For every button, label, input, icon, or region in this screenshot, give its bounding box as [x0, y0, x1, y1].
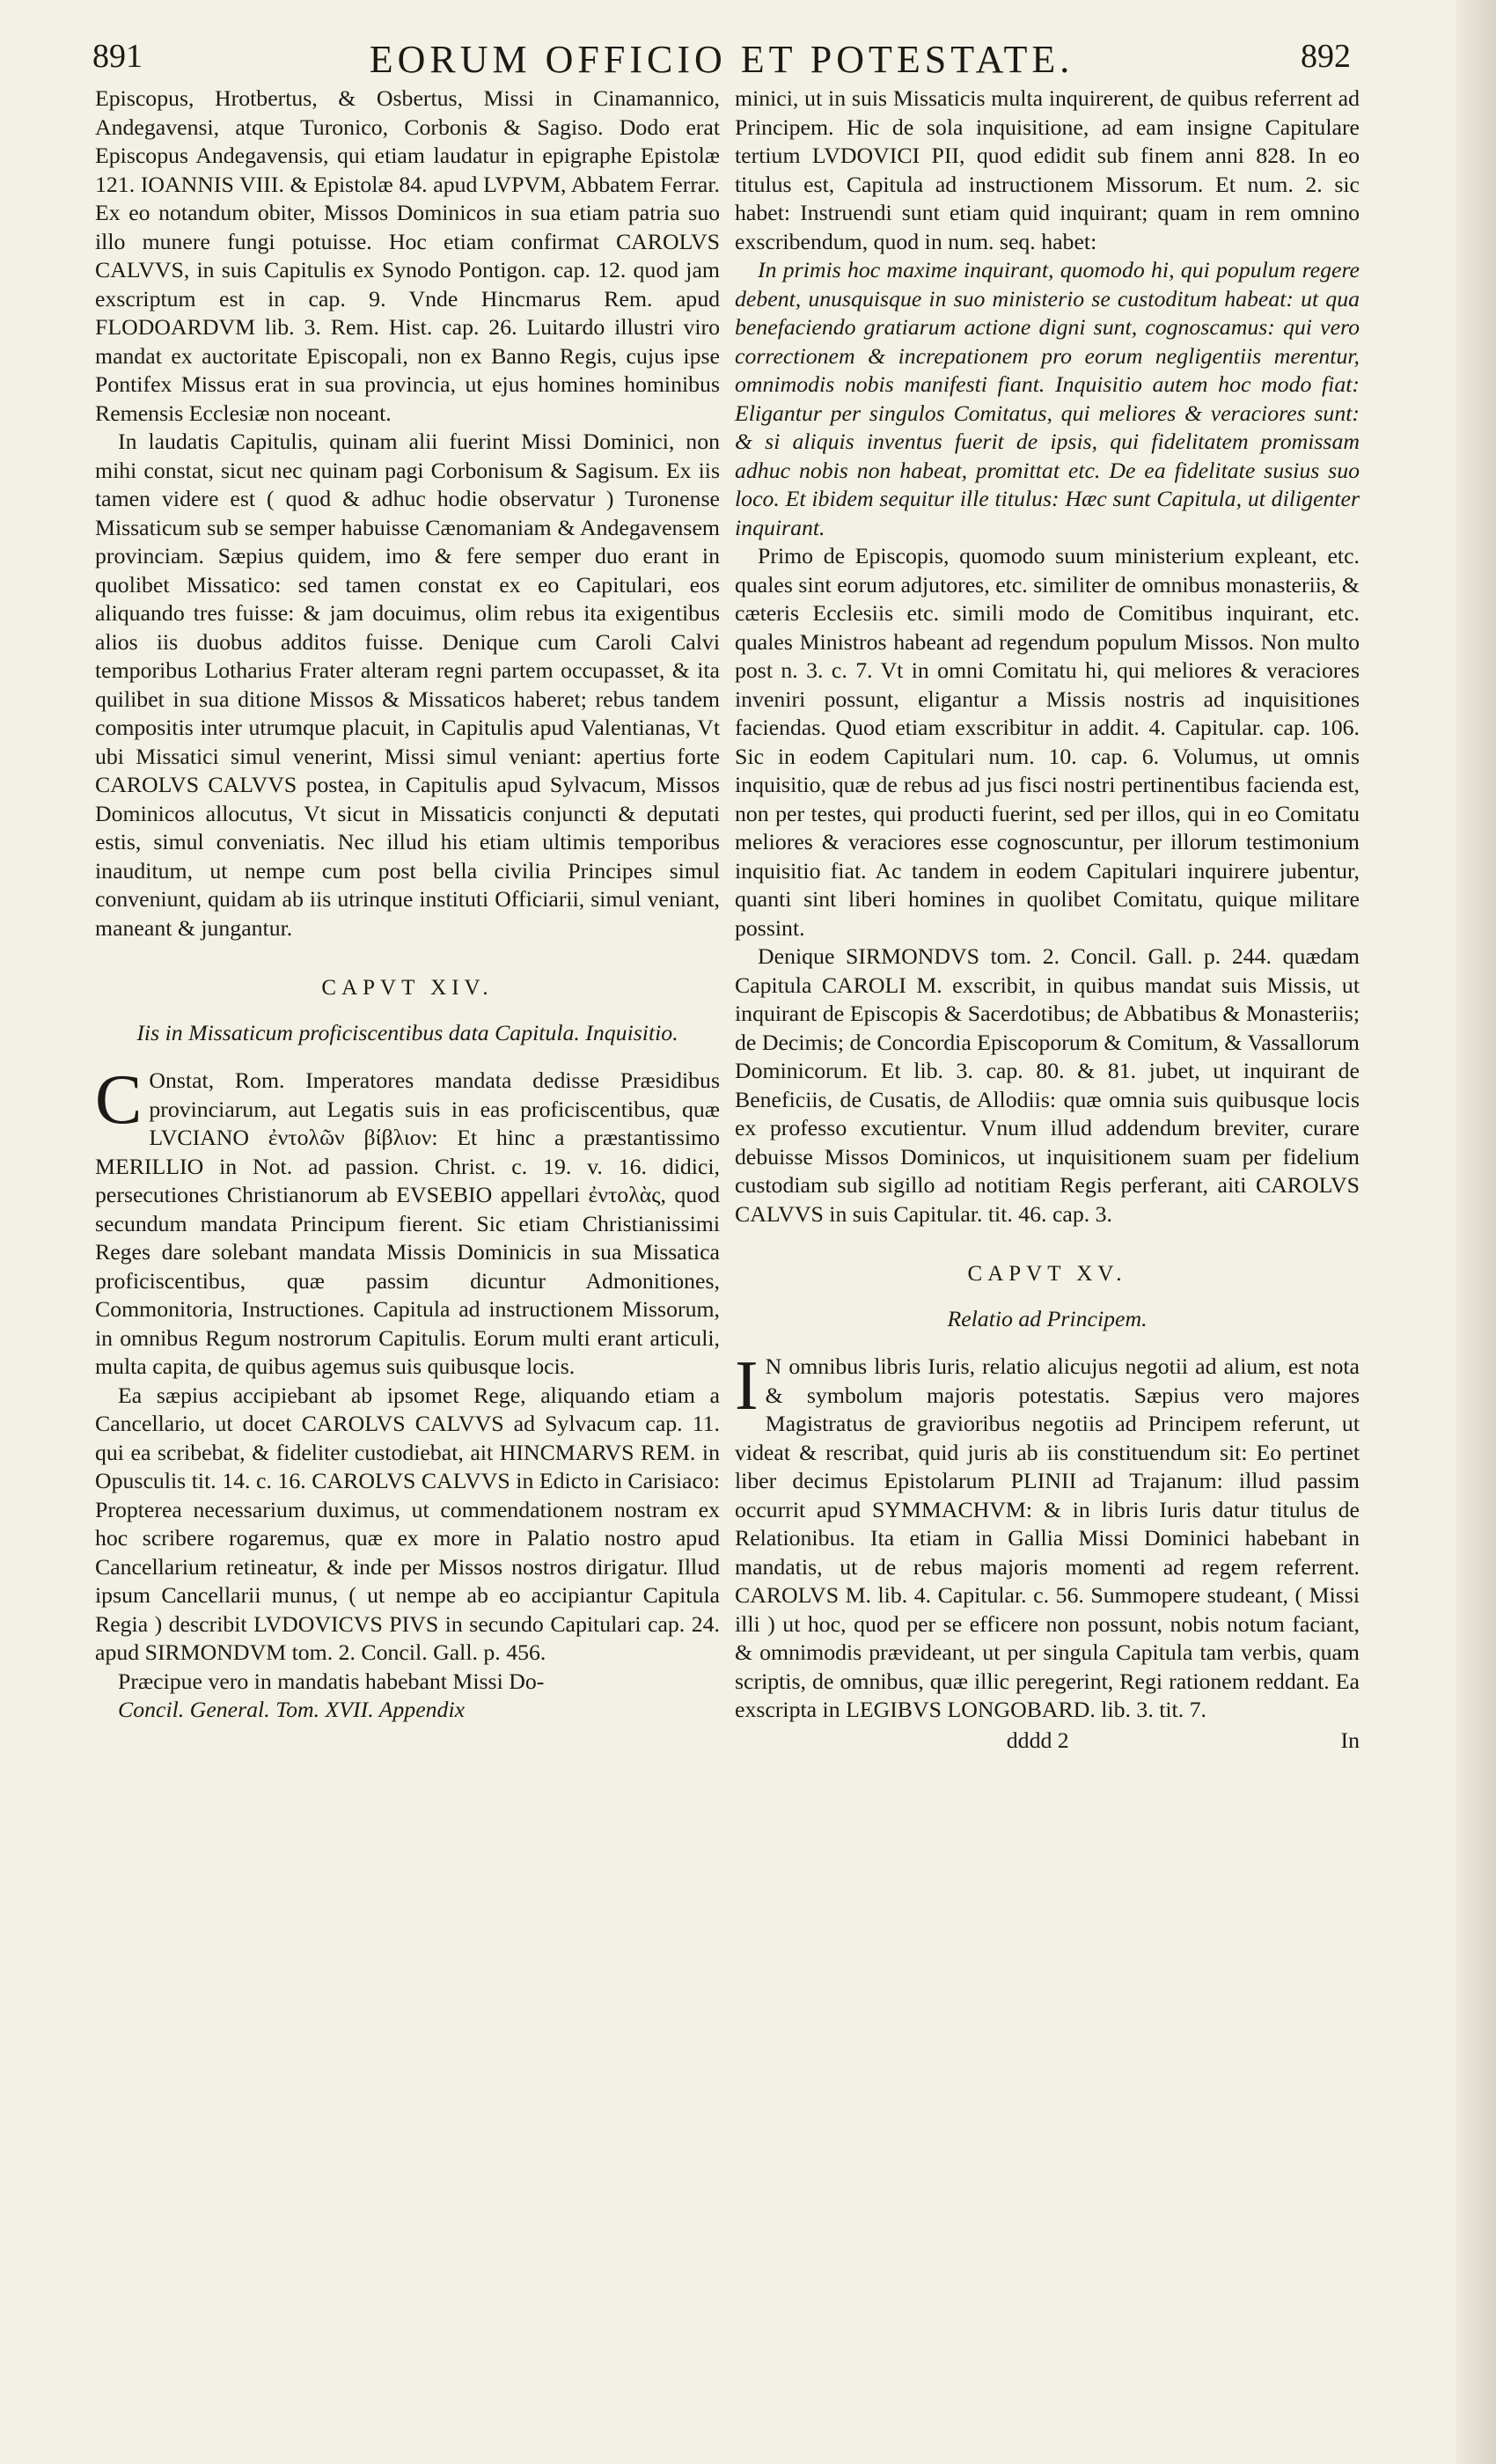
chapter-heading-xv: CAPVT XV. [967, 1262, 1127, 1286]
running-title: EORUM OFFICIO ET POTESTATE. [369, 38, 1074, 81]
left-paragraph: Ea sæpius accipiebant ab ipsomet Rege, aliquando etiam a Cancellario, ut docet CAROLVS CALVVS ad Sylvacum cap. 11. qui ea scribebat, & fideliter custodiebat, ait HINCMARVS REM. in Opusculis tit. 14. c. 16. CAROLVS CALVVS in Edicto in Carisiaco: Propterea necessarium duximus, ut commendationem nostram ex hoc scribere rogaremus, quæ ex more in Palatio nostro apud Cancellarium retineatur, & inde per Missos nostros dirigatur. Illud ipsum Cancellarii munus, ( ut nempe ab eo accipiantur Capitula Regia ) describit LVDOVICVS PIVS in secundo Capitulari cap. 24. apud SIRMONDVM tom. 2. Concil. Gall. p. 456. [95, 1382, 720, 1665]
page-gutter-shadow [1456, 0, 1496, 2464]
chapter-heading-xiv: CAPVT XIV. [321, 976, 494, 1000]
right-paragraph: Denique SIRMONDVS tom. 2. Concil. Gall. p. 244. quædam Capitula CAROLI M. exscribit, in quibus mandat suis Missis, ut inquirant de Episcopis & Sacerdotibus; de Abbatibus & Monasteriis; de Decimis; de Concordia Episcoporum & Comitum, & Vassallorum Dominicorum. Et lib. 3. cap. 80. & 81. jubet, ut inquirant de Beneficiis, de Cusatis, de Allodiis: quæ omnia suis quibusque locis ex professo excutientur. Vnum illud addendum breviter, curare debuisse Missos Dominicos, ut inquisitionem suam per fidelium custodiam sub sigillo ad notitiam Regis perferant, aiti CAROLVS CALVVS in suis Capitular. tit. 46. cap. 3. [735, 943, 1360, 1227]
left-paragraph-dropcap [95, 1061, 720, 1382]
right-paragraph-text: N omnibus libris Iuris, relatio alicujus negotii ad alium, est nota & symbolum majoris potestatis. Sæpius vero majores Magistratus de gravioribus negotiis ad Principem referunt, ut videat & rescribat, quid juris ab iis constituendum sit: Eo pertinet liber decimus Epistolarum PLINII ad Trajanum: illud passim occurrit apud SYMMACHVM: & in libris Iuris datur titulus de Relationibus. Ita etiam in Gallia Missi Dominici habebant in mandatis, ut de rebus majoris momenti ad regem referrent. CAROLVS M. lib. 4. Capitular. c. 56. Summopere studeant, ( Missi illi ) ut hoc, quod per se efficere non possunt, nobis notum faciant, & omnimodis prævideant, ut per singula Capitula tam verbis, quam scriptis, de omnibus, quæ illic peregerint, Regi rationem reddant. Ea exscripta in LEGIBVS LONGOBARD. lib. 3. tit. 7. [735, 1353, 1360, 1722]
running-header [92, 37, 1351, 83]
left-column [95, 84, 720, 1725]
chapter-subtitle-xiv: Iis in Missaticum proficiscentibus data Capitula. Inquisitio. [136, 1019, 678, 1045]
drop-cap-c: C [95, 1061, 143, 1139]
left-paragraph: Episcopus, Hrotbertus, & Osbertus, Missi in Cinamannico, Andegavensi, atque Turonico, Corbonis & Sagiso. Dodo erat Episcopus Andegavensis, qui etiam laudatur in epigraphe Epistolæ 121. IOANNIS VIII. & Epistolæ 84. apud LVPVM, Abbatem Ferrar. Ex eo notandum obiter, Missos Dominicos in sua etiam patria suo illo munere fungi potuisse. Hoc etiam confirmat CAROLVS CALVVS, in suis Capitulis ex Synodo Pontigon. cap. 12. quod jam exscriptum est in cap. 9. Vnde Hincmarus Rem. apud FLODOARDVM lib. 3. Rem. Hist. cap. 26. Luitardo illustri viro mandat ex auctoritate Episcopali, non ex Banno Regis, cujus ipse Pontifex Missus erat in sua provincia, ut ejus homines hominibus Remensis Ecclesiæ non noceant. [95, 85, 720, 426]
left-paragraph-text: Onstat, Rom. Imperatores mandata dedisse Præsidibus provinciarum, aut Legatis suis in eas proficiscentibus, quæ LVCIANO ἐντολῶν βίβλιον: Et hinc a præstantissimo MERILLIO in Not. ad passion. Christ. c. 19. v. 16. didici, persecutiones Christianorum ab EVSEBIO appellari ἐντολὰς, quod secundum mandata Principum fierent. Sic etiam Christianissimi Reges dare solebant mandata Missis Dominicis in sua Missatica proficiscentibus, quæ passim dicuntur Admonitiones, Commonitoria, Instructiones. Capitula ad instructionem Missorum, in omnibus Regum nostrorum Capitulis. Eorum multi erant articuli, multa capita, de quibus agemus suis quibusque locis. [95, 1067, 720, 1379]
right-paragraph: minici, ut in suis Missaticis multa inquirerent, de quibus referrent ad Principem. Hic de sola inquisitione, ad eam insigne Capitulare tertium LVDOVICI PII, quod edidit sub finem anni 828. In eo titulus est, Capitula ad instructionem Missorum. Et num. 2. sic habet: Instruendi sunt etiam quid inquirant; quam in rem omnino exscribendum, quod in num. seq. habet: [735, 85, 1360, 254]
signature-mark: dddd 2 [1006, 1727, 1069, 1753]
right-paragraph: Primo de Episcopis, quomodo suum ministerium expleant, etc. quales sint eorum adjutores, etc. similiter de omnibus monasteriis, & cæteris Ecclesiis etc. simili modo de Comitibus inquirant, etc. quales Ministros habeant ad regendum populum Missos. Non multo post n. 3. c. 7. Vt in omni Comitatu hi, qui meliores & veraciores inveniri possunt, eligantur a Missis nostris ad inquisitiones faciendas. Quod etiam exscribitur in addit. 4. Capitular. cap. 106. Sic in eodem Capitulari num. 10. cap. 6. Volumus, ut omnis inquisitio, quæ de rebus ad jus fisci nostri pertinentibus facienda est, non per testes, qui producti fuerint, sed per illos, qui in eo Comitatu meliores & veraciores esse cognoscuntur, per illorum testimonium inquisitio fiat. Ac tandem in eodem Capitulari inquirere jubentur, quanti sint liberi homines in quolibet Comitatu, quique militare possint. [735, 543, 1360, 941]
page-footer-volume: Concil. General. Tom. XVII. Appendix [118, 1697, 466, 1722]
right-quote-paragraph: In primis hoc maxime inquirant, quomodo hi, qui populum regere debent, unusquisque in suo ministerio se custoditum habeat: ut qua benefaciendo gratiarum actione digni sunt, cognoscamus: qui vero correctionem & increpationem pro eorum negligentiis merentur, omnimodis nobis manifesti fiant. Inquisitio autem hoc modo fiat: Eligantur per singulos Comitatus, qui meliores & veraciores sunt: & si aliquis inventus fuerit de ipsis, qui fidelitatem promissam adhuc nobis non habeat, promittat etc. De ea fidelitate susius suo loco. Et ibidem sequitur ille titulus: Hæc sunt Capitula, ut diligenter inquirant. [735, 257, 1360, 540]
left-paragraph: Præcipue vero in mandatis habebant Missi Do- [118, 1668, 545, 1694]
right-column [735, 84, 1360, 1755]
chapter-subtitle-xv: Relatio ad Principem. [947, 1305, 1148, 1331]
page-footer-signature-line [735, 1727, 1360, 1756]
page-number-right: 892 [1301, 38, 1351, 75]
page-number-left: 891 [92, 38, 143, 75]
catchword: In [1340, 1727, 1360, 1753]
left-paragraph: In laudatis Capitulis, quinam alii fuerint Missi Dominici, non mihi constat, sicut nec quinam pagi Corbonisum & Sagisum. Ex iis tamen videre est ( quod & adhuc hodie observatur ) Turonense Missaticum sub se semper habuisse Cænomaniam & Andegavensem provinciam. Sæpius quidem, imo & fere semper duo erant in quolibet Missatico: sed tamen constat ex eo Capitulari, eos aliquando tres fuisse: & jam docuimus, olim rebus ita exigentibus alios iis duobus additos fuisse. Denique cum Caroli Calvi temporibus Lotharius Frater alteram regni partem occupasset, & ita quilibet in sua ditione Missos & Missaticos haberet; rebus tandem compositis inter utrumque placuit, in Capitulis apud Valentianas, Vt ubi Missatici simul venerint, Missi simul veniant: apertius forte CAROLVS CALVVS postea, in Capitulis apud Sylvacum, Missos Dominicos allocutus, Vt sicut in Missaticis conjuncti & deputati estis, simul conveniatis. Nec illud his etiam ultimis temporibus inauditum, ut nempe cum post bella civilia Principes simul conveniunt, quidam ab iis utrinque instituti Officiarii, simul veniant, maneant & jungantur. [95, 429, 720, 941]
drop-cap-i: I [735, 1347, 759, 1425]
right-paragraph-dropcap [735, 1347, 1360, 1725]
